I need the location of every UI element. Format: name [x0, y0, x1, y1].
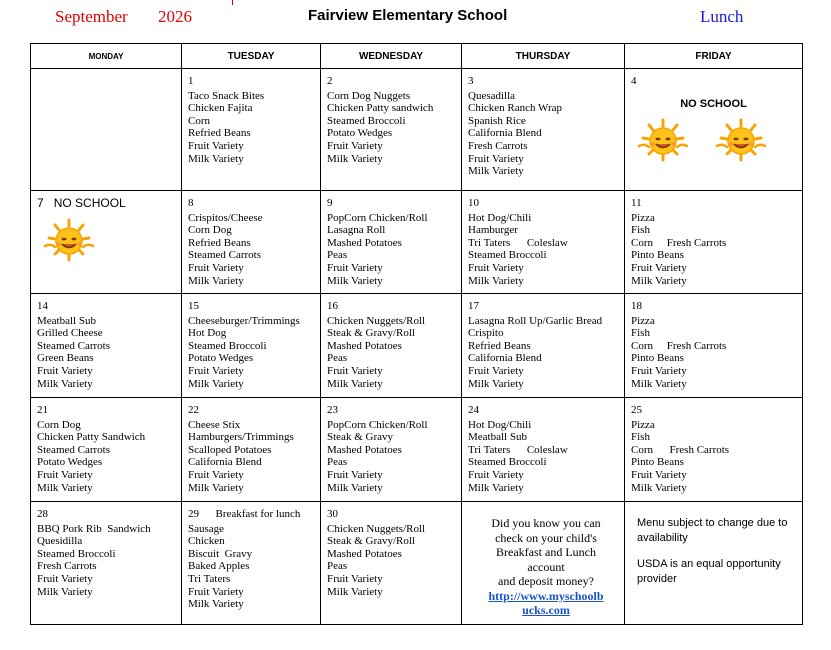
day-cell-content [31, 191, 181, 293]
day-header [188, 404, 320, 417]
week-row [31, 294, 803, 398]
day-cell-content [182, 502, 320, 624]
menu-item: Mashed Potatoes [327, 443, 402, 456]
menu-item: Quesidilla [37, 535, 83, 548]
day-cell [31, 69, 182, 191]
menu-item: Chicken Patty Sandwich [37, 431, 146, 444]
day-cell-content [462, 398, 624, 501]
day-cell-content [182, 398, 320, 501]
menu-item: Steamed Carrots [37, 443, 111, 456]
menu-item: Corn Fresh Carrots [631, 339, 727, 352]
day-cell [31, 191, 182, 294]
day-cell [182, 69, 321, 191]
menu-item: Milk Variety [188, 481, 244, 494]
menu-item: Milk Variety [327, 481, 383, 494]
day-cell-content [462, 69, 624, 190]
day-header [188, 300, 320, 313]
menu-item: Fruit Variety [631, 261, 687, 274]
day-number: 28 [37, 508, 48, 520]
day-cell [321, 502, 462, 625]
menu-item: PopCorn Chicken/Roll [327, 211, 428, 224]
day-number: 9 [327, 197, 333, 209]
menu-item: Fruit Variety [327, 261, 383, 274]
menu-item: Spanish Rice [468, 114, 526, 127]
menu-item: Peas [327, 352, 348, 365]
menu-item: Milk Variety [327, 377, 383, 390]
menu-item: Milk Variety [188, 152, 244, 165]
menu-item: Corn Dog [188, 224, 232, 237]
day-cell-content [462, 502, 624, 624]
menu-item: Fruit Variety [327, 468, 383, 481]
day-header [37, 197, 181, 210]
info-line: Did you know you can [491, 516, 601, 530]
menu-item: Taco Snack Bites [188, 89, 265, 102]
menu-item: Potato Wedges [327, 127, 393, 140]
menu-item: Fruit Variety [327, 139, 383, 152]
day-number: 1 [188, 75, 194, 87]
menu-item: BBQ Pork Rib Sandwich [37, 522, 151, 535]
menu-item: Corn [188, 114, 210, 127]
day-cell-content [462, 294, 624, 397]
menu-item: Milk Variety [468, 165, 524, 178]
day-header [188, 508, 320, 521]
menu-item: Steamed Broccoli [37, 547, 116, 560]
year-label: 2026 [158, 7, 192, 26]
menu-item: Mashed Potatoes [327, 547, 402, 560]
day-number: 10 [468, 197, 479, 209]
day-header [468, 404, 624, 417]
month-label: September [55, 7, 128, 26]
info-line: and deposit money? [498, 574, 594, 588]
day-header [37, 508, 181, 521]
day-number: 29 [188, 508, 199, 520]
day-header [327, 75, 461, 88]
menu-item: Corn Dog [37, 418, 81, 431]
menu-item: Refried Beans [468, 339, 531, 352]
menu-item: Milk Variety [327, 585, 383, 598]
menu-item: Pinto Beans [631, 249, 684, 262]
info-line: check on your child's [495, 530, 597, 545]
menu-item: Biscuit Gravy [188, 547, 253, 560]
week-row [31, 69, 803, 191]
day-cell-content [625, 502, 802, 624]
menu-item: Fruit Variety [631, 364, 687, 377]
day-note: Breakfast for lunch [215, 508, 301, 520]
day-number: 22 [188, 404, 199, 416]
menu-item: Fruit Variety [468, 364, 524, 377]
menu-item: Meatball Sub [37, 314, 96, 327]
menu-item: Hot Dog/Chili [468, 211, 532, 224]
no-school-label: NO SCHOOL [53, 196, 126, 210]
menu-item: Mashed Potatoes [327, 236, 402, 249]
note-text: USDA is an equal opportunity provider [637, 558, 781, 585]
menu-item: Steamed Broccoli [468, 249, 547, 262]
menu-item: Pinto Beans [631, 352, 684, 365]
day-header [327, 197, 461, 210]
menu-item: California Blend [188, 456, 262, 469]
menu-item: Peas [327, 456, 348, 469]
day-cell [462, 502, 625, 625]
menu-item: Fruit Variety [37, 364, 93, 377]
menu-item: Fruit Variety [327, 572, 383, 585]
menu-item: Meatball Sub [468, 431, 527, 444]
menu-item: Fresh Carrots [468, 139, 528, 152]
day-number: 25 [631, 404, 642, 416]
menu-item: Milk Variety [188, 274, 244, 287]
day-number: 23 [327, 404, 338, 416]
sun-icon [41, 216, 97, 264]
menu-item: Fruit Variety [327, 364, 383, 377]
sun-illustration [631, 116, 802, 164]
day-cell-content [182, 294, 320, 397]
day-cell-content [321, 502, 461, 624]
menu-item: Crispitos/Cheese [188, 211, 263, 224]
menu-item: Fish [631, 327, 650, 340]
weekday-header: THURSDAY [462, 44, 625, 69]
menu-item: Steamed Broccoli [188, 339, 267, 352]
week-row [31, 191, 803, 294]
menu-item: Milk Variety [327, 152, 383, 165]
menu-item: Steak & Gravy/Roll [327, 535, 415, 548]
menu-item: Fruit Variety [37, 468, 93, 481]
menu-item: Crispito [468, 327, 504, 340]
day-cell [321, 69, 462, 191]
menu-item: Cheese Stix [188, 418, 241, 431]
menu-item: Steak & Gravy [327, 431, 393, 444]
menu-item: Fruit Variety [468, 152, 524, 165]
menu-item: Milk Variety [37, 377, 93, 390]
link-line: ucks.com [522, 603, 570, 617]
menu-item: Sausage [188, 522, 225, 535]
menu-item: Grilled Cheese [37, 327, 103, 340]
menu-item: Chicken [188, 535, 225, 548]
menu-item: Steamed Carrots [188, 249, 262, 262]
menu-item: Milk Variety [188, 598, 244, 611]
day-number: 24 [468, 404, 479, 416]
day-header [188, 197, 320, 210]
day-header [468, 197, 624, 210]
calendar-header [0, 0, 831, 40]
menu-item: Quesadilla [468, 89, 516, 102]
day-number: 14 [37, 300, 48, 312]
day-header [631, 404, 802, 417]
menu-item: Steamed Broccoli [468, 456, 547, 469]
menu-item: Lasagna Roll [327, 224, 386, 237]
menu-item: Steak & Gravy/Roll [327, 327, 415, 340]
menu-item: Mashed Potatoes [327, 339, 402, 352]
day-cell [321, 398, 462, 502]
menu-item: Potato Wedges [37, 456, 103, 469]
header-tick-mark [232, 0, 233, 5]
menu-item: Steamed Carrots [37, 339, 111, 352]
meal-type-label: Lunch [700, 7, 744, 26]
day-header [327, 300, 461, 313]
menu-item: Milk Variety [631, 274, 687, 287]
day-number: 21 [37, 404, 48, 416]
menu-item: Milk Variety [37, 481, 93, 494]
day-cell [462, 69, 625, 191]
day-cell-content [625, 69, 802, 190]
menu-item: Cheeseburger/Trimmings [188, 314, 300, 327]
menu-item: Fruit Variety [631, 468, 687, 481]
menu-item: Chicken Nuggets/Roll [327, 314, 426, 327]
info-line: account [527, 559, 565, 574]
day-number: 18 [631, 300, 642, 312]
day-number: 15 [188, 300, 199, 312]
menu-item: Potato Wedges [188, 352, 254, 365]
menu-item: Steamed Broccoli [327, 114, 406, 127]
day-cell [321, 294, 462, 398]
day-number: 11 [631, 197, 642, 209]
day-cell [625, 191, 803, 294]
menu-item: Fruit Variety [188, 585, 244, 598]
day-cell-content [182, 69, 320, 190]
no-school-label: NO SCHOOL [680, 97, 747, 110]
menu-item: Milk Variety [631, 481, 687, 494]
menu-item: Hot Dog [188, 327, 227, 340]
menu-item: Fresh Carrots [37, 560, 97, 573]
day-number: 8 [188, 197, 194, 209]
menu-item: Hamburger [468, 224, 518, 237]
menu-item: Tri Taters [188, 572, 231, 585]
weekday-header-row [31, 44, 803, 69]
menu-item: Lasagna Roll Up/Garlic Bread [468, 314, 603, 327]
menu-item: Refried Beans [188, 127, 251, 140]
menu-item: Chicken Patty sandwich [327, 102, 434, 115]
menu-item: Milk Variety [37, 585, 93, 598]
menu-item: Fruit Variety [188, 364, 244, 377]
menu-item: Fruit Variety [188, 139, 244, 152]
menu-item: Milk Variety [327, 274, 383, 287]
day-cell [182, 398, 321, 502]
menu-item: California Blend [468, 127, 542, 140]
day-number: 4 [631, 75, 637, 87]
account-info [468, 508, 624, 618]
day-cell [321, 191, 462, 294]
day-header [468, 300, 624, 313]
day-cell [31, 398, 182, 502]
day-number: 30 [327, 508, 338, 520]
menu-item: Milk Variety [468, 377, 524, 390]
menu-item: Fish [631, 431, 650, 444]
menu-item: Fish [631, 224, 650, 237]
menu-item: Fruit Variety [188, 468, 244, 481]
day-header [631, 300, 802, 313]
day-cell [462, 294, 625, 398]
weekday-header: WEDNESDAY [321, 44, 462, 69]
sun-illustration [37, 216, 181, 264]
menu-item: Milk Variety [468, 481, 524, 494]
menu-item: Tri Taters Coleslaw [468, 236, 568, 249]
menu-item: Corn Fresh Carrots [631, 236, 727, 249]
day-header [37, 300, 181, 313]
day-cell [625, 502, 803, 625]
day-header [327, 508, 461, 521]
day-cell [182, 502, 321, 625]
menu-item: Corn Dog Nuggets [327, 89, 411, 102]
menu-item: Milk Variety [188, 377, 244, 390]
myschoolbucks-link[interactable] [474, 589, 618, 618]
day-header [468, 75, 624, 88]
menu-item: Pizza [631, 211, 655, 224]
note-text: Menu subject to change due to availability [637, 517, 788, 544]
day-cell-content [321, 191, 461, 293]
sun-icon [635, 116, 691, 164]
sun-icon [713, 116, 769, 164]
day-cell [625, 398, 803, 502]
menu-item: Green Beans [37, 352, 94, 365]
menu-item: Chicken Fajita [188, 102, 253, 115]
day-number: 16 [327, 300, 338, 312]
day-cell-content [625, 191, 802, 293]
menu-item: Hot Dog/Chili [468, 418, 532, 431]
menu-item: Refried Beans [188, 236, 251, 249]
day-cell-content [462, 191, 624, 293]
menu-item: Fruit Variety [188, 261, 244, 274]
day-header [327, 404, 461, 417]
day-cell-content [31, 294, 181, 397]
day-cell [462, 191, 625, 294]
menu-item: Fruit Variety [468, 261, 524, 274]
day-cell-content [31, 502, 181, 624]
menu-item: Milk Variety [468, 274, 524, 287]
day-cell [625, 69, 803, 191]
menu-item: Milk Variety [631, 377, 687, 390]
menu-item: Fruit Variety [37, 572, 93, 585]
menu-item: Hamburgers/Trimmings [188, 431, 294, 444]
day-header [37, 404, 181, 417]
weekday-header: MONDAY [31, 44, 182, 69]
menu-item: Pinto Beans [631, 456, 684, 469]
day-cell-content [182, 191, 320, 293]
day-number: 17 [468, 300, 479, 312]
day-header [188, 75, 320, 88]
day-number: 3 [468, 75, 474, 87]
menu-item: PopCorn Chicken/Roll [327, 418, 428, 431]
menu-item: California Blend [468, 352, 542, 365]
menu-item: Corn Fresh Carrots [631, 443, 730, 456]
day-cell-content [31, 69, 181, 190]
day-cell-content [625, 294, 802, 397]
lunch-calendar [30, 43, 803, 625]
menu-item: Fruit Variety [468, 468, 524, 481]
school-name: Fairview Elementary School [308, 7, 508, 24]
day-cell [31, 294, 182, 398]
menu-item: Chicken Ranch Wrap [468, 102, 563, 115]
day-header [631, 197, 802, 210]
day-cell-content [321, 69, 461, 190]
day-number: 2 [327, 75, 333, 87]
menu-item: Peas [327, 249, 348, 262]
day-cell [182, 294, 321, 398]
info-line: Breakfast and Lunch [496, 545, 596, 559]
link-line: http://www.myschoolb [488, 588, 604, 603]
weekday-header: FRIDAY [625, 44, 803, 69]
menu-item: Pizza [631, 418, 655, 431]
day-cell-content [625, 398, 802, 501]
day-cell-content [321, 398, 461, 501]
week-row [31, 398, 803, 502]
menu-item: Baked Apples [188, 560, 250, 573]
day-number: 7 [37, 196, 44, 210]
day-cell [625, 294, 803, 398]
weekday-header: TUESDAY [182, 44, 321, 69]
day-cell [462, 398, 625, 502]
menu-item: Pizza [631, 314, 655, 327]
menu-item: Scalloped Potatoes [188, 443, 272, 456]
menu-item: Chicken Nuggets/Roll [327, 522, 426, 535]
menu-item: Tri Taters Coleslaw [468, 443, 568, 456]
day-cell-content [321, 294, 461, 397]
menu-item: Peas [327, 560, 348, 573]
week-row [31, 502, 803, 625]
menu-notes [631, 508, 802, 586]
day-cell [31, 502, 182, 625]
day-cell [182, 191, 321, 294]
day-cell-content [31, 398, 181, 501]
